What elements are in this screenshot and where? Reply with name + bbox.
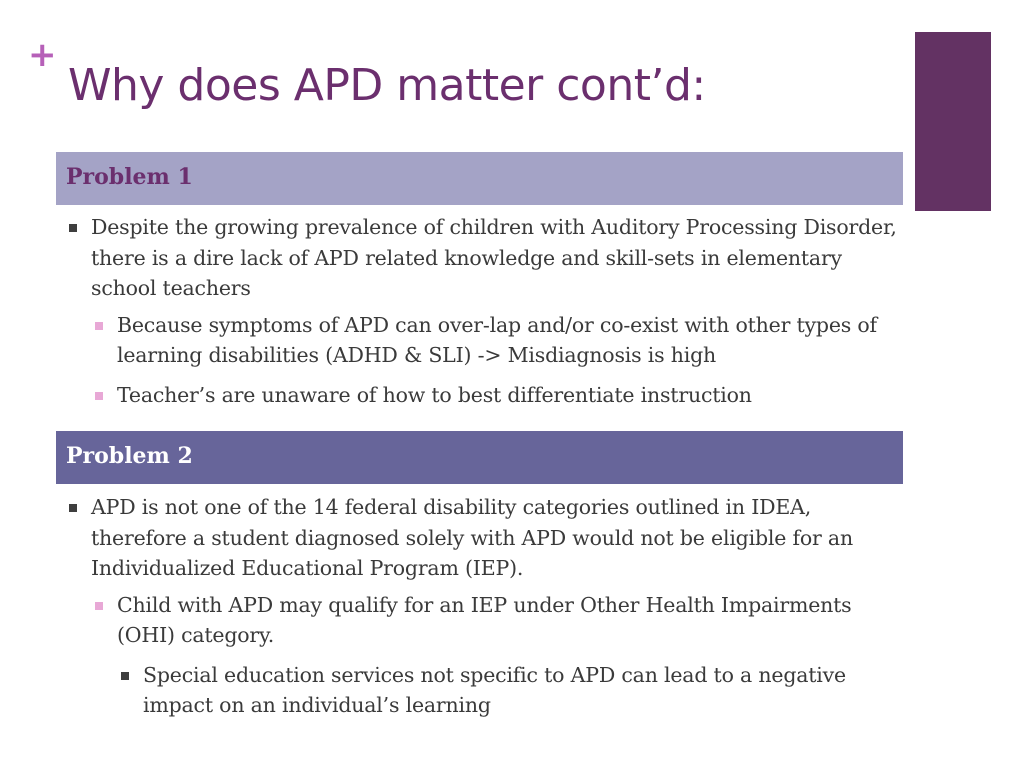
- bullet-text: Teacher’s are unaware of how to best differentiate instruction: [117, 382, 752, 407]
- bullet-text: Because symptoms of APD can over-lap and/or co-exist with other types of learning disabilities (ADHD & SLI) -> Misdiagnosis is high: [117, 312, 877, 367]
- bullet-item: [66, 590, 911, 651]
- section-header-problem-1: Problem 1: [56, 152, 903, 205]
- bullet-text: Child with APD may qualify for an IEP under Other Health Impairments (OHI) category.: [117, 592, 852, 647]
- bullet-item: [66, 492, 911, 584]
- square-bullet-icon: [69, 504, 77, 512]
- square-bullet-icon: [95, 602, 103, 610]
- square-bullet-icon: [95, 392, 103, 400]
- corner-accent-block: [915, 32, 991, 211]
- square-bullet-icon: [95, 322, 103, 330]
- bullet-item: [66, 380, 911, 411]
- bullet-item: [66, 660, 911, 721]
- problem-2-bullet-list: [66, 492, 911, 721]
- bullet-text: Special education services not specific to APD can lead to a negative impact on an individual’s learning: [143, 662, 846, 717]
- plus-icon: +: [28, 35, 57, 75]
- bullet-item: [66, 310, 911, 371]
- bullet-item: [66, 212, 911, 304]
- bullet-text: APD is not one of the 14 federal disability categories outlined in IDEA, therefore a student diagnosed solely with APD would not be eligible for an Individualized Educational Program (IEP).: [91, 495, 853, 580]
- section-header-problem-2: Problem 2: [56, 431, 903, 484]
- square-bullet-icon: [69, 224, 77, 232]
- bullet-text: Despite the growing prevalence of children with Auditory Processing Disorder, there is a dire lack of APD related knowledge and skill-sets in elementary school teachers: [91, 215, 897, 300]
- problem-1-bullet-list: [66, 212, 911, 419]
- square-bullet-icon: [121, 672, 129, 680]
- slide-title: Why does APD matter cont’d:: [68, 60, 706, 111]
